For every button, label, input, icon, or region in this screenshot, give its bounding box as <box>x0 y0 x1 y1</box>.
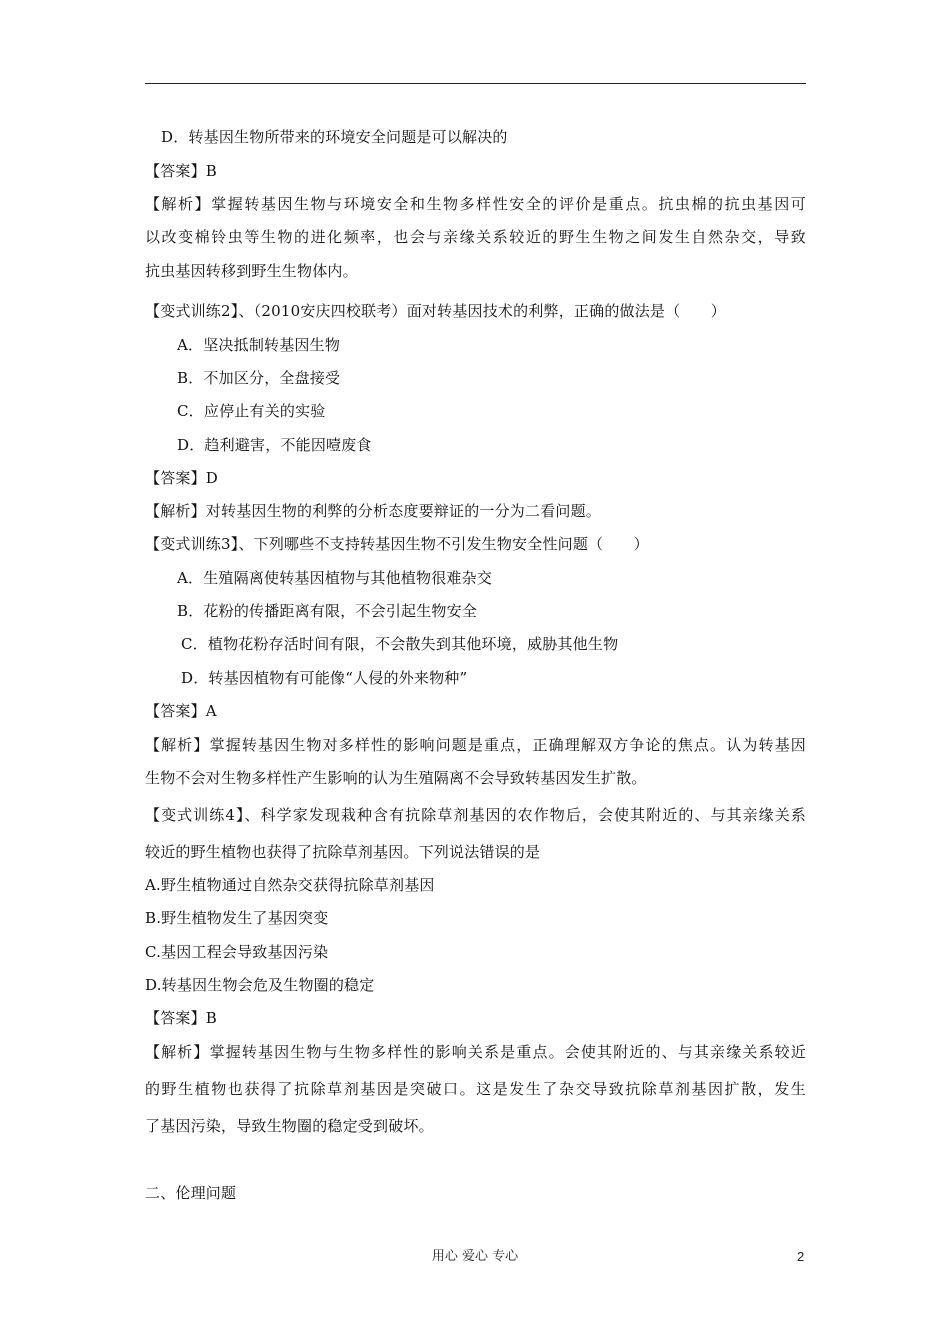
analysis-line: 【解析】掌握转基因生物与生物多样性的影响关系是重点。会使其附近的、与其亲缘关系较近 <box>145 1043 806 1061</box>
option-line: B．花粉的传播距离有限，不会引起生物安全 <box>177 602 478 620</box>
analysis-line: 抗虫基因转移到野生生物体内。 <box>145 262 358 280</box>
answer-label: 【答案】B <box>145 1009 218 1027</box>
exercise-2-question: 【变式训练2】、（2010安庆四校联考）面对转基因技术的利弊，正确的做法是（ ） <box>145 302 726 320</box>
option-line: C．应停止有关的实验 <box>177 402 326 420</box>
section-heading: 二、伦理问题 <box>145 1184 237 1202</box>
footer-motto: 用心 爱心 专心 <box>431 1249 519 1264</box>
option-line: B．不加区分，全盘接受 <box>177 369 341 387</box>
analysis-line: 的野生植物也获得了抗除草剂基因是突破口。这是发生了杂交导致抗除草剂基因扩散，发生 <box>145 1080 806 1098</box>
analysis-line: 【解析】掌握转基因生物对多样性的影响问题是重点，正确理解双方争论的焦点。认为转基因 <box>145 736 806 754</box>
option-line: B.野生植物发生了基因突变 <box>145 909 329 927</box>
exercise-3-question: 【变式训练3】、下列哪些不支持转基因生物不引发生物安全性问题（ ） <box>145 535 649 553</box>
analysis-line: 【解析】对转基因生物的利弊的分析态度要辩证的一分为二看问题。 <box>145 502 602 520</box>
analysis-line: 【解析】掌握转基因生物与环境安全和生物多样性安全的评价是重点。抗虫棉的抗虫基因可 <box>145 195 806 213</box>
option-d-line: D．转基因生物所带来的环境安全问题是可以解决的 <box>161 128 508 146</box>
answer-label: 【答案】D <box>145 469 219 487</box>
option-line: A.野生植物通过自然杂交获得抗除草剂基因 <box>145 876 435 894</box>
answer-label: 【答案】A <box>145 702 217 720</box>
answer-label: 【答案】B <box>145 162 218 180</box>
page-number: 2 <box>797 1249 805 1264</box>
exercise-4-question: 【变式训练4】、科学家发现栽种含有抗除草剂基因的农作物后，会使其附近的、与其亲缘关系 <box>145 806 806 824</box>
analysis-line: 以改变棉铃虫等生物的进化频率，也会与亲缘关系较近的野生生物之间发生自然杂交，导致 <box>145 228 806 246</box>
option-line: D．趋利避害，不能因噎废食 <box>177 436 372 454</box>
analysis-line: 生物不会对生物多样性产生影响的认为生殖隔离不会导致转基因发生扩散。 <box>145 769 647 787</box>
header-rule <box>145 83 806 84</box>
analysis-line: 了基因污染，导致生物圈的稳定受到破坏。 <box>145 1117 434 1135</box>
option-line: C.基因工程会导致基因污染 <box>145 943 329 961</box>
option-line: D．转基因植物有可能像“人侵的外来物种” <box>181 669 468 687</box>
option-line: C．植物花粉存活时间有限，不会散失到其他环境，威胁其他生物 <box>181 635 619 653</box>
option-line: A．生殖隔离使转基因植物与其他植物很难杂交 <box>177 569 493 587</box>
option-line: A．坚决抵制转基因生物 <box>177 336 341 354</box>
option-line: D.转基因生物会危及生物圈的稳定 <box>145 976 375 994</box>
exercise-4-question: 较近的野生植物也获得了抗除草剂基因。下列说法错误的是 <box>145 843 541 861</box>
